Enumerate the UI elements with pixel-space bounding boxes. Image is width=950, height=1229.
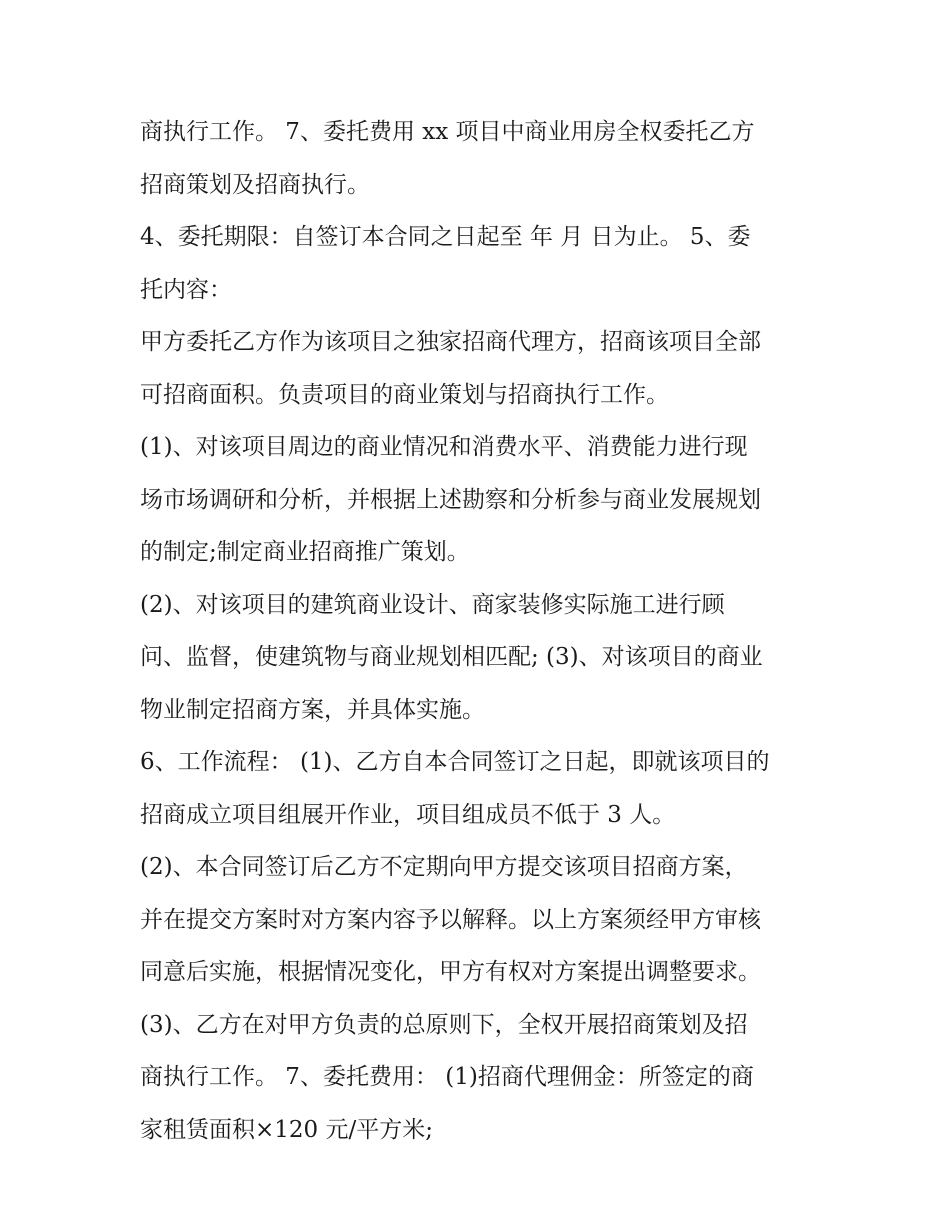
text-line: 4、委托期限：自签订本合同之日起至 年 月 日为止。 5、委 [140, 224, 751, 250]
text-line: 的制定;制定商业招商推广策划。 [140, 539, 470, 565]
text-line: 商执行工作。 7、委托费用 xx 项目中商业用房全权委托乙方 [140, 119, 755, 145]
text-line: 问、监督，使建筑物与商业规划相匹配; (3)、对该项目的商业 [140, 644, 763, 670]
text-line: 托内容： [140, 276, 232, 303]
text-line: 场市场调研和分析，并根据上述勘察和分析参与商业发展规划 [140, 486, 761, 513]
text-line: (1)、对该项目周边的商业情况和消费水平、消费能力进行现 [140, 434, 748, 460]
text-line: 并在提交方案时对方案内容予以解释。以上方案须经甲方审核 [140, 906, 761, 933]
document-body [140, 106, 830, 1156]
text-line: (3)、乙方在对甲方负责的总原则下，全权开展招商策划及招 [140, 1011, 748, 1038]
text-line: 物业制定招商方案，并具体实施。 [140, 696, 485, 723]
text-line: 可招商面积。负责项目的商业策划与招商执行工作。 [140, 381, 669, 408]
text-line: 家租赁面积×120 元/平方米; [140, 1116, 433, 1143]
text-line: 6、工作流程： (1)、乙方自本合同签订之日起，即就该项目的 [140, 749, 770, 775]
text-line: (2)、本合同签订后乙方不定期向甲方提交该项目招商方案， [140, 854, 748, 880]
text-line: (2)、对该项目的建筑商业设计、商家装修实际施工进行顾 [140, 591, 725, 618]
text-line: 招商成立项目组展开作业，项目组成员不低于 3 人。 [140, 801, 676, 828]
text-line: 招商策划及招商执行。 [140, 171, 370, 198]
text-line: 同意后实施，根据情况变化，甲方有权对方案提出调整要求。 [140, 959, 761, 985]
text-line: 商执行工作。 7、委托费用： (1)招商代理佣金：所签定的商 [140, 1064, 754, 1090]
text-line: 甲方委托乙方作为该项目之独家招商代理方，招商该项目全部 [140, 329, 761, 355]
